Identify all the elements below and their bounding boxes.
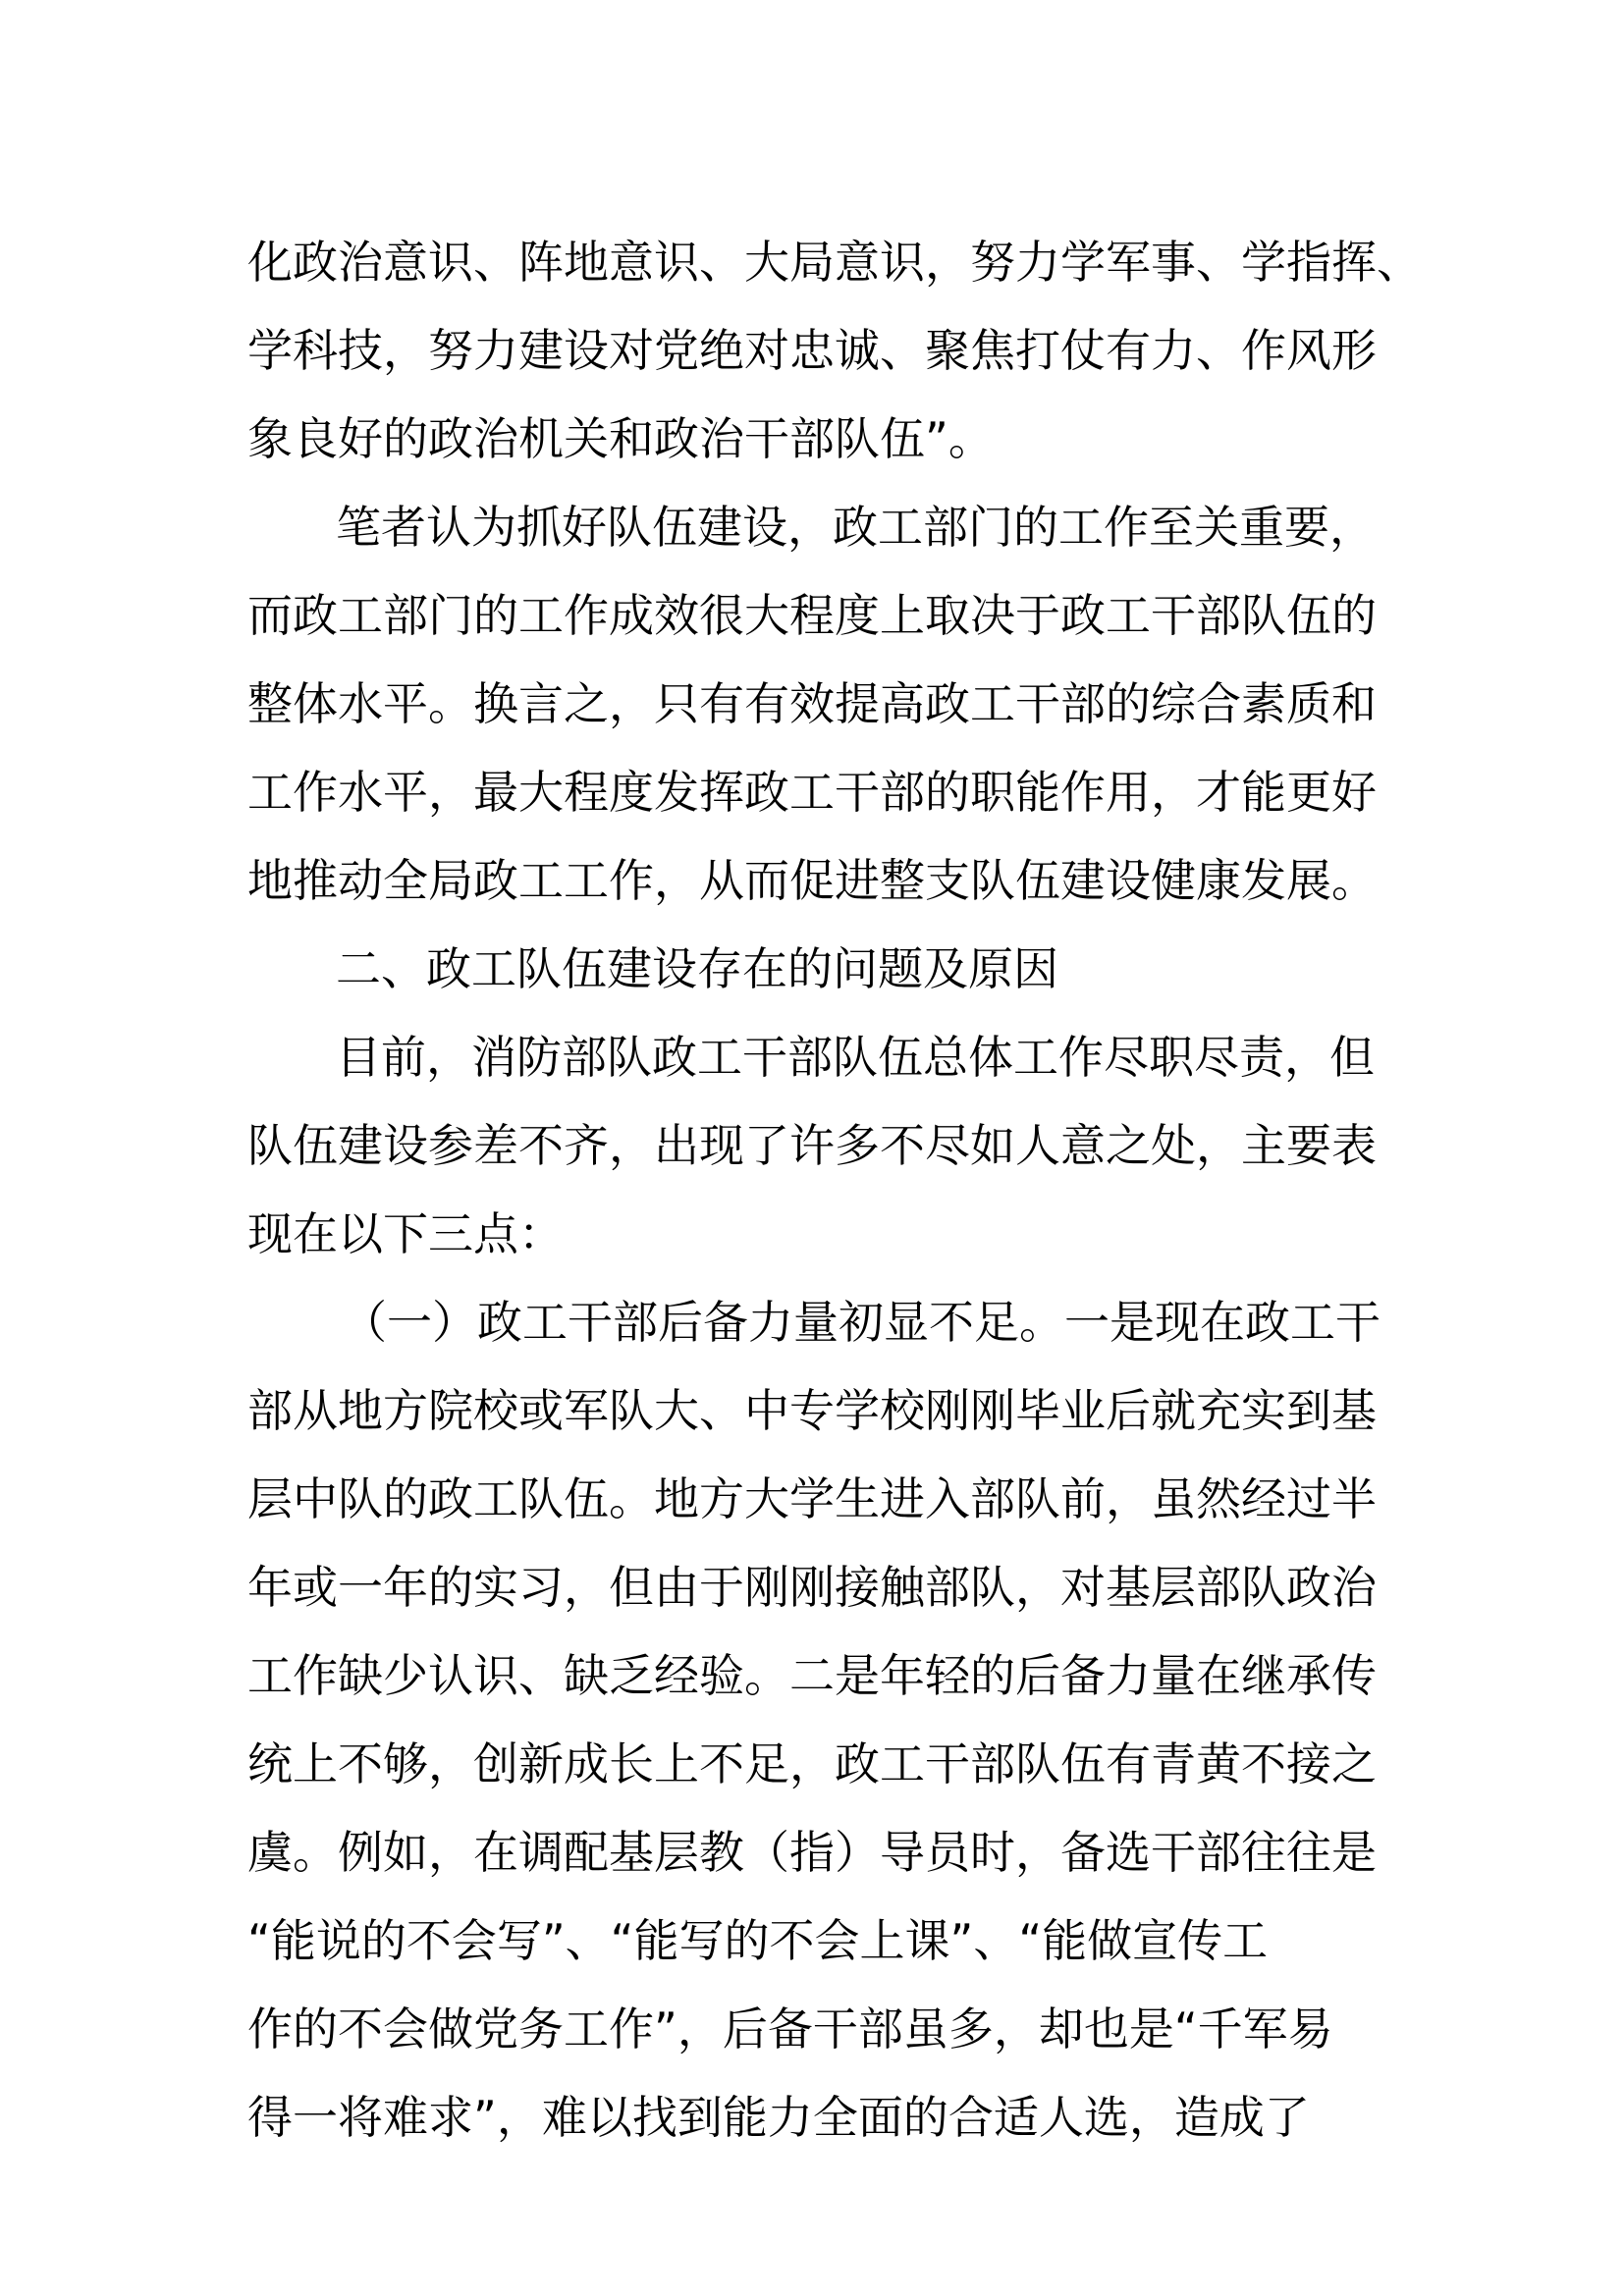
text-line: 作的不会做党务工作”，后备干部虽多，却也是“千军易	[247, 2002, 1333, 2056]
text-line: 年或一年的实习，但由于刚刚接触部队，对基层部队政治	[247, 1561, 1377, 1614]
text-line: 整体水平。换言之，只有有效提高政工干部的综合素质和	[247, 677, 1377, 730]
text-line: 学科技，努力建设对党绝对忠诚、聚焦打仗有力、作风形	[247, 324, 1377, 377]
text-line: 工作缺少认识、缺乏经验。二是年轻的后备力量在继承传	[247, 1649, 1377, 1702]
paragraph-start-line: 笔者认为抓好队伍建设，政工部门的工作至关重要，	[336, 501, 1375, 554]
subsection-heading-line: （一）政工干部后备力量初显不足。一是现在政工干	[342, 1296, 1380, 1349]
text-line: “能说的不会写”、“能写的不会上课”、“能做宣传工	[247, 1914, 1269, 1967]
document-body	[247, 218, 1422, 2162]
paragraph-start-line: 目前，消防部队政工干部队伍总体工作尽职尽责，但	[336, 1031, 1375, 1084]
text-line: 虞。例如，在调配基层教（指）导员时，备选干部往往是	[247, 1826, 1377, 1879]
text-line: 现在以下三点：	[247, 1207, 564, 1260]
text-line: 层中队的政工队伍。地方大学生进入部队前，虽然经过半	[247, 1472, 1377, 1525]
text-line: 统上不够，创新成长上不足，政工干部队伍有青黄不接之	[247, 1737, 1377, 1790]
text-line: 化政治意识、阵地意识、大局意识，努力学军事、学指挥、	[247, 236, 1422, 289]
text-line: 得一将难求”，难以找到能力全面的合适人选，造成了	[247, 2091, 1310, 2144]
text-line: 而政工部门的工作成效很大程度上取决于政工干部队伍的	[247, 589, 1377, 642]
text-line: 象良好的政治机关和政治干部队伍”。	[247, 412, 994, 465]
section-heading: 二、政工队伍建设存在的问题及原因	[336, 942, 1058, 995]
text-line: 地推动全局政工工作，从而促进整支队伍建设健康发展。	[247, 854, 1377, 907]
text-line: 工作水平，最大程度发挥政工干部的职能作用，才能更好	[247, 766, 1377, 819]
text-line: 队伍建设参差不齐，出现了许多不尽如人意之处，主要表	[247, 1119, 1377, 1172]
text-line: 部从地方院校或军队大、中专学校刚刚毕业后就充实到基	[247, 1384, 1377, 1437]
